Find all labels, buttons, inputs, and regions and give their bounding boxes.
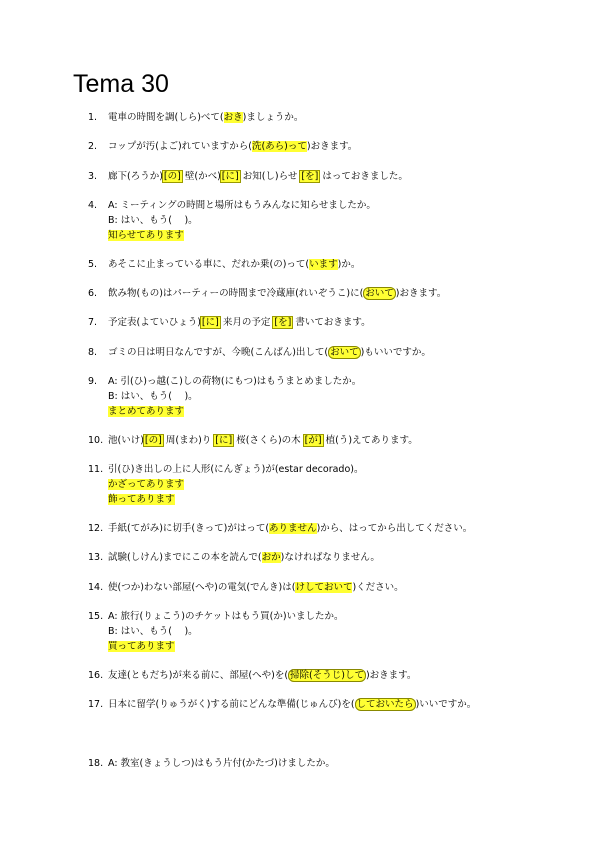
question-a: A: ミーティングの時間と場所はもうみんなに知らせましたか。 (108, 200, 376, 211)
answer-highlight: おいて (365, 288, 394, 299)
item-number: 15. (88, 611, 104, 622)
particle-answer: [を] (274, 317, 292, 328)
exercise-13 (88, 550, 588, 565)
sentence-text: )ください。 (352, 582, 404, 593)
answer-highlight: おいて (330, 347, 359, 358)
sentence-text: )ましょうか。 (242, 112, 304, 123)
question-a: A: 旅行(りょこう)のチケットはもう買(か)いましたか。 (108, 611, 344, 622)
sentence-text: はっておきました。 (319, 171, 408, 182)
sentence-text: 桜(さくら)の木 (233, 435, 304, 446)
item-number: 2. (88, 141, 98, 152)
exercise-10 (88, 433, 588, 448)
sentence-text: )おきます。 (306, 141, 358, 152)
exercise-9 (88, 374, 588, 419)
exercise-17 (88, 697, 588, 712)
answer-highlight: います (309, 259, 338, 270)
exercise-14 (88, 580, 588, 595)
sentence-text: 友達(ともだち)が来る前に、部屋(へや)を( (108, 670, 289, 681)
sentence-text: ゴミの日は明日なんですが、今晩(こんばん)出して( (108, 347, 329, 358)
answer-highlight: まとめてあります (108, 406, 185, 417)
sentence-text: )おきます。 (395, 288, 447, 299)
sentence-text: )おきます。 (365, 670, 417, 681)
exercise-7 (88, 315, 588, 330)
particle-answer: [の] (144, 435, 162, 446)
exercise-15 (88, 609, 588, 654)
item-number: 5. (88, 259, 98, 270)
exercise-11 (88, 462, 588, 507)
exercise-12 (88, 521, 588, 536)
item-number: 12. (88, 523, 104, 534)
item-number: 1. (88, 112, 98, 123)
sentence-text: )なければなりません。 (280, 552, 380, 563)
sentence-text: )から、はってから出してください。 (316, 523, 473, 534)
sentence-text: 日本に留学(りゅうがく)する前にどんな準備(じゅんび)を( (108, 699, 355, 710)
question-a: A: 引(ひ)っ越(こ)しの荷物(にもつ)はもうまとめましたか。 (108, 376, 362, 387)
answer-highlight: しておいたら (356, 699, 414, 710)
sentence-text: 池(いけ) (108, 435, 144, 446)
particle-answer: [に] (201, 317, 219, 328)
particle-answer: [の] (163, 171, 181, 182)
exercise-1 (88, 110, 588, 125)
answer-highlight: 掃除(そうじ)して (290, 670, 364, 681)
item-number: 18. (88, 758, 104, 769)
exercise-6 (88, 286, 588, 301)
answer-highlight: 買ってあります (108, 641, 175, 652)
item-number: 3. (88, 171, 98, 182)
sentence-text: 廊下(ろうか) (108, 171, 163, 182)
item-number: 9. (88, 376, 98, 387)
answer-highlight: 飾ってあります (108, 494, 175, 505)
exercise-8 (88, 345, 588, 360)
item-number: 4. (88, 200, 98, 211)
answer-highlight: ありません (269, 523, 317, 534)
sentence-text: )いいですか。 (415, 699, 477, 710)
answer-highlight: おか (261, 552, 281, 563)
sentence-text: 壁(かべ) (181, 171, 221, 182)
sentence-text: 飲み物(もの)はパーティーの時間まで冷蔵庫(れいぞうこ)に( (108, 288, 364, 299)
item-number: 6. (88, 288, 98, 299)
sentence-text: 植(う)えてあります。 (322, 435, 418, 446)
exercise-16 (88, 668, 588, 683)
sentence-text: )か。 (337, 259, 361, 270)
sentence-text: )もいいですか。 (360, 347, 431, 358)
exercise-3 (88, 169, 588, 184)
question-a: A: 教室(きょうしつ)はもう片付(かたづ)けましたか。 (108, 758, 335, 769)
exercise-5 (88, 257, 588, 272)
response-b: B: はい、もう( )。 (108, 215, 198, 226)
item-number: 16. (88, 670, 104, 681)
particle-answer: [を] (301, 171, 319, 182)
exercise-18 (88, 756, 588, 771)
page-title: Tema 30 (73, 70, 169, 98)
answer-highlight: おき (223, 112, 243, 123)
response-b: B: はい、もう( )。 (108, 626, 198, 637)
particle-answer: [に] (215, 435, 233, 446)
item-number: 17. (88, 699, 104, 710)
sentence-text: 周(まわ)り (162, 435, 215, 446)
sentence-text: 試験(しけん)までにこの本を読んで( (108, 552, 262, 563)
sentence-text: 予定表(よていひょう) (108, 317, 201, 328)
exercise-2 (88, 139, 588, 154)
sentence-text: 引(ひ)き出しの上に人形(にんぎょう)が(estar decorado)。 (108, 464, 364, 475)
item-number: 8. (88, 347, 98, 358)
item-number: 10. (88, 435, 104, 446)
particle-answer: [に] (221, 171, 239, 182)
sentence-text: コップが汚(よご)れていますから( (108, 141, 252, 152)
sentence-text: お知(し)らせ (239, 171, 301, 182)
sentence-text: 電車の時間を調(しら)べて( (108, 112, 224, 123)
item-number: 7. (88, 317, 98, 328)
sentence-text: 使(つか)わない部屋(へや)の電気(でんき)は( (108, 582, 296, 593)
exercise-4 (88, 198, 588, 243)
response-b: B: はい、もう( )。 (108, 391, 198, 402)
sentence-text: 手紙(てがみ)に切手(きって)がはって( (108, 523, 270, 534)
sentence-text: 書いておきます。 (292, 317, 371, 328)
item-number: 11. (88, 464, 104, 475)
answer-highlight: かざってあります (108, 479, 185, 490)
sentence-text: あそこに止まっている車に、だれか乗(の)って( (108, 259, 310, 270)
answer-highlight: けしておいて (295, 582, 353, 593)
answer-highlight: 洗(あら)って (251, 141, 307, 152)
item-number: 14. (88, 582, 104, 593)
particle-answer: [が] (304, 435, 322, 446)
item-number: 13. (88, 552, 104, 563)
answer-highlight: 知らせてあります (108, 230, 184, 241)
sentence-text: 来月の予定 (219, 317, 274, 328)
